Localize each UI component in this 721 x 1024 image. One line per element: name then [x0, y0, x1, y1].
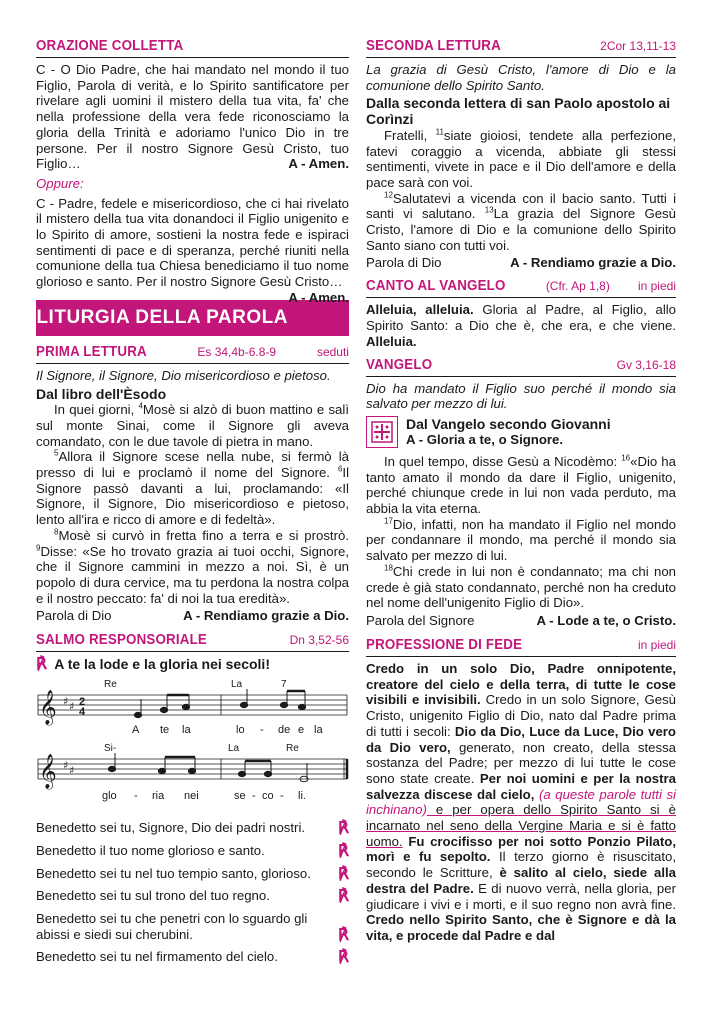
- sharp-icon: ♯: [63, 695, 69, 709]
- seconda-response: A - Rendiamo grazie a Dio.: [510, 255, 676, 271]
- verse-number: 9: [36, 543, 41, 553]
- vangelo-source: Dal Vangelo secondo Giovanni: [406, 415, 611, 432]
- chord-label: Re: [104, 679, 117, 691]
- credo-t2: generato, non creato, della stessa sostanza del Padre; per mezzo di lui tutte le cose sono state create.: [366, 739, 677, 786]
- divider: [366, 376, 676, 377]
- credo-b3: Per noi uomini e per la nostra salvezza discese dal cielo,: [366, 770, 676, 802]
- salmo-refrain: [36, 656, 349, 673]
- credo-t1: Credo in un solo Signore, Gesù Cristo, unigenito Figlio di Dio, nato dal Padre prima di tutti i secoli:: [366, 692, 676, 739]
- colletta-text-1: C - O Dio Padre, che hai mandato nel mondo il tuo Figlio, Parola di verità, e lo Spirito santificatore per rivelare agli uomini il mistero della tua vita, fa' che nella professione della vera fede riconosciamo la gloria della Trinità e adoriamo l'unico Dio in tre persone. Per il nostro Signore Gesù Cristo, tuo Figlio…: [36, 62, 349, 172]
- prima-response: A - Rendiamo grazie a Dio.: [183, 608, 349, 624]
- music-score: [36, 677, 349, 809]
- lyric: -: [260, 724, 264, 737]
- sharp-icon: ♯: [63, 759, 69, 773]
- credo-text: [366, 661, 676, 944]
- seconda-title: SECONDA LETTURA: [366, 38, 501, 54]
- alleluia-2: Alleluia.: [366, 333, 417, 349]
- lyric: la: [182, 724, 191, 737]
- credo-rubric: (a queste parole tutti si inchinano): [366, 786, 676, 818]
- credo-b2: Dio da Dio, Luce da Luce, Dio vero da Dio vero,: [366, 723, 676, 755]
- vangelo-intro: In quel tempo, disse Gesù a Nicodèmo:: [384, 453, 622, 469]
- verse-number: 8: [54, 527, 59, 537]
- time-signature-bottom: 4: [79, 706, 86, 719]
- right-column: [366, 38, 676, 944]
- vangelo-acclamation: [406, 432, 611, 448]
- psalm-verse: [36, 888, 349, 904]
- prima-ending: [36, 608, 349, 624]
- vangelo-source-block: [366, 416, 676, 448]
- vangelo-v17-text: Dio, infatti, non ha mandato il Figlio nel mondo per condannare il mondo, ma perché il mondo sia salvato per mezzo di lui.: [366, 516, 676, 564]
- verse-number: 18: [384, 563, 393, 573]
- parola-di-dio: Parola di Dio: [366, 255, 442, 271]
- left-column: [36, 38, 349, 972]
- prima-v5-text: Allora il Signore scese nella nube, si fermò là presso di lui e proclamò il nome del Signore.: [36, 449, 349, 481]
- psalm-verse: [36, 840, 349, 860]
- psalm-verse: [36, 820, 349, 836]
- vangelo-v16-text: «Dio ha tanto amato il mondo da dare il Figlio, unigenito, perché chiunque crede in lui non vada perduto, ma abbia la vita eterna.: [366, 453, 676, 517]
- psalm-verse-text: Benedetto il tuo nome glorioso e santo.: [36, 842, 265, 858]
- verse-number: 11: [435, 127, 444, 137]
- prima-title: PRIMA LETTURA: [36, 343, 147, 360]
- treble-clef-icon: 𝄞: [39, 690, 57, 726]
- chord-label: Re: [286, 743, 299, 755]
- colletta-title: ORAZIONE COLLETTA: [36, 38, 184, 54]
- vangelo-v17: [366, 517, 676, 564]
- vangelo-v18: [366, 564, 676, 611]
- alleluia-1: Alleluia, alleluia.: [366, 302, 474, 318]
- colletta-text-2: C - Padre, fedele e misericordioso, che ci hai rivelato il mistero della tua vita donandoci il Figlio unigenito e lo Spirito di amore, sostieni la nostra fede e ispiraci sentimenti di pace e di speranza, perché riuniti nella comunione della tua Chiesa benediciamo il tuo nome glorioso e santo. Per il nostro Signore Gesù Cristo…: [36, 195, 349, 290]
- parola-di-dio: Parola di Dio: [36, 608, 112, 624]
- verse-number: 6: [337, 464, 343, 474]
- lyric: de: [278, 724, 291, 737]
- canto-body: Gloria al Padre, al Figlio, allo Spirito Santo: a Dio che è, che era, e che viene.: [366, 302, 677, 334]
- gospel-cross-icon: [370, 420, 394, 444]
- vangelo-v16: [366, 454, 676, 517]
- divider: [366, 656, 676, 657]
- seconda-source: Dalla seconda lettera di san Paolo apostolo ai Corìnzi: [366, 95, 671, 128]
- lyric: -: [134, 790, 138, 803]
- parola-del-signore: Parola del Signore: [366, 612, 475, 628]
- credo-t4: E di nuovo verrà, nella gloria, per giudicare i vivi e i morti, e il suo regno non avrà fine.: [366, 880, 676, 912]
- credo-incarnation: e per opera dello Spirito Santo si è incarnato nel seno della Vergine Maria e si è fatto uomo.: [366, 802, 676, 849]
- lyric: glo: [102, 790, 117, 803]
- amen-1: A - Amen.: [288, 156, 349, 172]
- verse-number: 12: [384, 190, 393, 200]
- credo-title: PROFESSIONE DI FEDE: [366, 636, 523, 653]
- salmo-header: [36, 632, 349, 648]
- vangelo-title: VANGELO: [366, 356, 433, 373]
- credo-header: [366, 637, 676, 653]
- vangelo-source-text: [406, 416, 611, 448]
- seconda-ref: 2Cor 13,11-13: [600, 39, 676, 53]
- prima-v4-intro: In quei giorni,: [54, 402, 139, 418]
- vangelo-response: A - Lode a te, o Cristo.: [536, 612, 676, 628]
- canto-text: [366, 302, 676, 349]
- chord-label: 7: [281, 679, 287, 691]
- lyric: nei: [184, 790, 199, 803]
- treble-clef-icon: 𝄞: [39, 754, 57, 790]
- lyric: se: [234, 790, 246, 803]
- notes-1: [134, 689, 305, 718]
- lyric: li.: [298, 790, 306, 803]
- time-signature-top: 2: [79, 696, 86, 709]
- prima-ref: Es 34,4b-6.8-9: [197, 344, 277, 359]
- prima-v8: [36, 528, 349, 607]
- psalm-verse-text: Benedetto sei tu sul trono del tuo regno.: [36, 888, 270, 904]
- oppure-label: Oppure:: [36, 175, 84, 191]
- credo-b1: Credo in un solo Dio, Padre onnipotente, creatore del cielo e della terra, di tutte le cose visibili e invisibili.: [366, 660, 676, 708]
- sharp-icon: ♯: [69, 700, 75, 714]
- credo-b6: Credo nello Spirito Santo, che è Signore e dà la vita, e procede dal Padre e dal: [366, 912, 676, 943]
- lyric: co: [262, 790, 274, 803]
- prima-source: Dal libro dell'Èsodo: [36, 385, 167, 402]
- vangelo-header: [366, 357, 676, 373]
- verse-number: 17: [384, 516, 393, 526]
- credo-t3: Il terzo giorno è risuscitato, secondo le Scritture,: [366, 849, 676, 881]
- divider: [366, 297, 676, 298]
- lyric: -: [280, 790, 284, 803]
- seconda-v11-text: siate gioiosi, tendete alla perfezione, fatevi coraggio a vicenda, abbiate gli stessi sentimenti, vivete in pace e il Dio dell'amore e della pace sarà con voi.: [366, 127, 676, 190]
- response-symbol: ℟: [338, 924, 349, 944]
- seconda-v12-text: Salutatevi a vicenda con il bacio santo. Tutti i santi vi salutano.: [366, 190, 676, 222]
- divider: [36, 57, 349, 58]
- lyric: lo: [236, 724, 245, 737]
- verse-number: 16: [621, 453, 631, 463]
- notes-2: [108, 753, 308, 782]
- seconda-v13-text: La grazia del Signore Gesù Cristo, l'amore di Dio e la comunione dello Spirito Santo siano con tutti voi.: [366, 206, 676, 253]
- psalm-verse-text: Benedetto sei tu nel firmamento del cielo.: [36, 949, 278, 965]
- credo-b4: Fu crocifisso per noi sotto Ponzio Pilato, morì e fu sepolto.: [366, 833, 676, 865]
- response-symbol: ℟: [338, 863, 349, 883]
- prima-subtitle: Il Signore, il Signore, Dio misericordioso e pietoso.: [36, 367, 331, 383]
- prima-v4: [36, 402, 349, 449]
- divider: [36, 651, 349, 652]
- prima-posture: seduti: [316, 344, 349, 359]
- verse-number: 4: [138, 401, 143, 411]
- colletta-resp-2: [288, 290, 349, 306]
- psalm-verse: [36, 911, 349, 942]
- response-symbol: ℟: [338, 818, 349, 838]
- psalm-verse-text: Benedetto sei tu che penetri con lo sguardo gli abissi e siedi sui cherubini.: [36, 910, 308, 942]
- salmo-ref: Dn 3,52-56: [289, 633, 349, 648]
- lyric: la: [314, 724, 323, 737]
- prima-v8-text: Mosè si curvò in fretta fino a terra e si prostrò.: [58, 527, 349, 543]
- seconda-ending: [366, 255, 676, 271]
- verse-number: 13: [484, 205, 494, 215]
- psalm-verse: [36, 863, 349, 883]
- psalm-verse: [36, 949, 349, 965]
- prima-header: [36, 344, 349, 360]
- chord-label: La: [228, 743, 240, 755]
- sharp-icon: ♯: [69, 764, 75, 778]
- lyric: -: [252, 790, 256, 803]
- liturgia-banner: LITURGIA DELLA PAROLA: [36, 300, 349, 336]
- canto-posture: in piedi: [637, 279, 676, 294]
- vangelo-v18-text: Chi crede in lui non è condannato; ma chi non crede è già stato condannato, perché non ha creduto nel nome dell'unigenito Figlio di Dio».: [366, 563, 676, 611]
- chord-label: Si-: [104, 743, 117, 755]
- canto-ref: (Cfr. Ap 1,8): [545, 279, 610, 294]
- seconda-v11: [366, 128, 676, 191]
- refrain-text: A te la lode e la gloria nei secoli!: [54, 656, 270, 673]
- seconda-v12: [366, 191, 676, 254]
- vangelo-subtitle: Dio ha mandato il Figlio suo perché il mondo sia salvato per mezzo di lui.: [366, 380, 676, 412]
- amen-2: A - Amen.: [288, 289, 349, 305]
- psalm-verse-text: Benedetto sei tu, Signore, Dio dei padri nostri.: [36, 820, 306, 836]
- seconda-header: [366, 38, 676, 54]
- credo-b5: è salito al cielo, siede alla destra del Padre.: [366, 865, 677, 896]
- colletta-resp-1: [288, 156, 349, 172]
- seconda-subtitle: La grazia di Gesù Cristo, l'amore di Dio e la comunione dello Spirito Santo.: [366, 62, 676, 93]
- response-symbol: ℟: [338, 840, 349, 860]
- colletta-prayer-2: [36, 195, 349, 305]
- psalm-verse-text: Benedetto sei tu nel tuo tempio santo, glorioso.: [36, 865, 311, 881]
- credo-posture: in piedi: [637, 637, 676, 652]
- divider: [366, 57, 676, 58]
- verse-number: 5: [54, 448, 59, 458]
- vangelo-resp: A - Gloria a te, o Signore.: [406, 431, 564, 447]
- lyric: ria: [152, 790, 165, 803]
- colletta-prayer-1: [36, 62, 349, 172]
- lyric: A: [132, 724, 140, 737]
- response-symbol: ℟: [36, 654, 47, 674]
- lyric: te: [160, 724, 170, 737]
- vangelo-ending: [366, 613, 676, 629]
- chord-label: La: [231, 679, 243, 691]
- seconda-intro: Fratelli,: [384, 127, 436, 143]
- prima-v9-text: Disse: «Se ho trovato grazia ai tuoi occhi, Signore, che il Signore cammini in mezzo a noi. Sì, è un popolo di dura cervice, ma tu perdona la nostra colpa e il nostro peccato: fa' di noi la tua eredità».: [36, 543, 349, 606]
- response-symbol: ℟: [338, 886, 349, 906]
- prima-v5: [36, 449, 349, 528]
- colletta-header: [36, 38, 349, 54]
- response-symbol: ℟: [338, 947, 349, 967]
- prima-v4-text: Mosè si alzò di buon mattino e salì sul monte Sinai, come il Signore gli aveva comandato, con le due tavole di pietra in mano.: [36, 402, 349, 449]
- canto-title: CANTO AL VANGELO: [366, 278, 506, 295]
- salmo-title: SALMO RESPONSORIALE: [36, 632, 208, 649]
- vangelo-ref: Gv 3,16-18: [616, 357, 676, 372]
- lyric: e: [298, 724, 305, 737]
- divider: [36, 363, 349, 364]
- prima-v6-text: Il Signore passò davanti a lui, proclamando: «Il Signore, il Signore, Dio misericordioso e pietoso, lento all'ira e ricco di amore e di fedeltà».: [36, 465, 349, 528]
- canto-header: [366, 278, 676, 294]
- gospel-book-icon: [366, 416, 398, 448]
